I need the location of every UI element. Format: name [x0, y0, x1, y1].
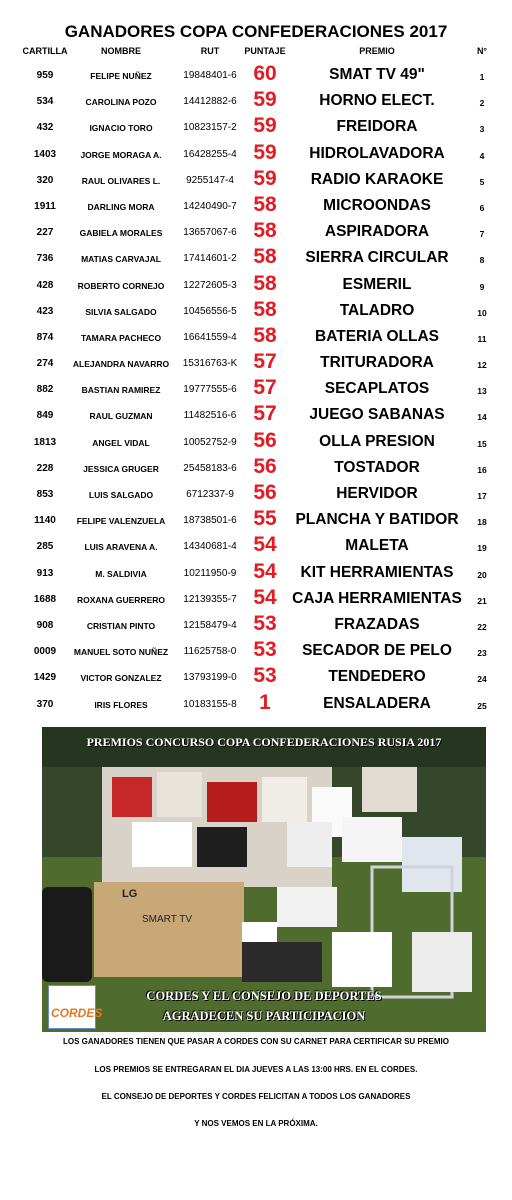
table-row — [0, 88, 512, 114]
premio-cell: SIERRA CIRCULAR — [305, 249, 449, 267]
rut-cell: 14412882-6 — [183, 96, 237, 108]
cartilla-cell: 320 — [36, 174, 54, 186]
note-4: Y NOS VEMOS EN LA PRÓXIMA. — [194, 1119, 318, 1128]
table-row — [0, 114, 512, 140]
premio-cell: SMAT TV 49" — [329, 66, 425, 83]
table-row — [0, 141, 512, 167]
premio-cell: MICROONDAS — [323, 196, 431, 214]
cartilla-cell: 370 — [36, 698, 54, 710]
nombre-cell: GABIELA MORALES — [79, 228, 163, 239]
nombre-cell: CRISTIAN PINTO — [86, 620, 156, 631]
nombre-cell: CAROLINA POZO — [85, 97, 157, 108]
cartilla-cell: 432 — [36, 122, 54, 134]
cartilla-cell: 227 — [36, 227, 54, 239]
cartilla-cell: 0009 — [33, 646, 57, 658]
n-cell: 8 — [479, 255, 485, 266]
table-row — [0, 193, 512, 219]
rut-cell: 19848401-6 — [183, 70, 237, 81]
nombre-cell: IRIS FLORES — [94, 699, 148, 710]
rut-cell: 13793199-0 — [183, 672, 237, 684]
nombre-cell: M. SALDIVIA — [95, 568, 147, 579]
header-cartilla: CARTILLA — [22, 46, 68, 56]
tv-brand: LG — [122, 888, 138, 900]
puntaje-cell: 58 — [253, 297, 277, 321]
n-cell: 7 — [479, 229, 485, 240]
nombre-cell: FELIPE VALENZUELA — [76, 516, 166, 527]
n-cell: 10 — [477, 307, 487, 318]
table-row — [0, 691, 512, 717]
cartilla-cell: 1813 — [33, 436, 57, 448]
table-row — [0, 324, 512, 350]
n-cell: 5 — [479, 176, 485, 187]
n-cell: 15 — [477, 438, 487, 449]
table-row — [0, 376, 512, 402]
rut-cell: 14240490-7 — [183, 200, 237, 212]
premio-cell: ESMERIL — [342, 275, 412, 293]
n-cell: 18 — [477, 517, 487, 528]
cordes-logo-text: CORDES — [51, 1006, 103, 1020]
nombre-cell: FELIPE NUÑEZ — [90, 71, 152, 81]
puntaje-cell: 57 — [253, 402, 277, 426]
premio-cell: PLANCHA Y BATIDOR — [295, 511, 459, 529]
nombre-cell: LUIS SALGADO — [88, 490, 154, 500]
thanks-line-1: CORDES Y EL CONSEJO DE DEPORTES — [146, 989, 382, 1003]
premio-cell: BATERIA OLLAS — [315, 327, 439, 345]
n-cell: 22 — [477, 621, 487, 632]
cartilla-cell: 1911 — [34, 200, 56, 212]
puntaje-cell: 53 — [253, 638, 277, 662]
rut-cell: 13657067-6 — [183, 227, 237, 239]
rut-cell: 6712337-9 — [186, 489, 234, 500]
cartilla-cell: 1429 — [33, 672, 57, 684]
n-cell: 1 — [479, 72, 485, 82]
rut-cell: 10052752-9 — [183, 436, 237, 448]
puntaje-cell: 53 — [253, 611, 277, 635]
table-row — [0, 664, 512, 690]
n-cell: 14 — [477, 412, 487, 423]
rut-cell: 9255147-4 — [186, 174, 234, 186]
puntaje-cell: 54 — [253, 585, 277, 609]
premio-cell: TOSTADOR — [334, 458, 420, 476]
n-cell: 16 — [477, 464, 487, 475]
table-row — [0, 272, 512, 298]
puntaje-cell: 53 — [253, 664, 277, 688]
cartilla-cell: 1403 — [33, 148, 57, 160]
nombre-cell: TAMARA PACHECO — [80, 332, 162, 343]
n-cell: 23 — [477, 648, 487, 659]
n-cell: 24 — [477, 674, 487, 685]
premio-cell: SECAPLATOS — [324, 380, 430, 398]
cartilla-cell: 423 — [36, 305, 54, 317]
premio-cell: ENSALADERA — [323, 694, 431, 712]
table-row — [0, 533, 512, 559]
premio-cell: TENDEDERO — [328, 668, 426, 686]
n-cell: 13 — [477, 386, 487, 397]
cartilla-cell: 428 — [36, 279, 54, 291]
n-cell: 11 — [477, 333, 487, 344]
rut-cell: 14340681-4 — [183, 541, 237, 553]
prizes-illustration — [42, 727, 486, 1032]
n-cell: 21 — [477, 595, 487, 606]
cartilla-cell: 736 — [36, 253, 54, 265]
table-row — [0, 350, 512, 376]
cartilla-cell: 849 — [36, 410, 54, 422]
premio-cell: FREIDORA — [336, 118, 418, 136]
winners-table — [0, 62, 512, 717]
puntaje-cell: 58 — [253, 219, 277, 243]
cartilla-cell: 853 — [36, 489, 54, 500]
nombre-cell: JORGE MORAGA A. — [80, 149, 162, 160]
puntaje-cell: 55 — [253, 507, 277, 531]
cartilla-cell: 1688 — [33, 593, 57, 605]
header-rut: RUT — [200, 46, 220, 56]
rut-cell: 10211950-9 — [183, 567, 237, 579]
n-cell: 20 — [477, 569, 487, 580]
rut-cell: 16641559-4 — [183, 331, 237, 343]
cartilla-cell: 1140 — [34, 515, 56, 527]
premio-cell: FRAZADAS — [334, 615, 420, 633]
table-row — [0, 586, 512, 612]
note-3: EL CONSEJO DE DEPORTES Y CORDES FELICITAN A TODOS LOS GANADORES — [101, 1092, 411, 1101]
puntaje-cell: 1 — [259, 690, 271, 714]
nombre-cell: LUIS ARAVENA A. — [84, 542, 158, 553]
rut-cell: 19777555-6 — [183, 384, 237, 396]
nombre-cell: SILVIA SALGADO — [85, 306, 157, 317]
rut-cell: 25458183-6 — [183, 462, 237, 474]
premio-cell: SECADOR DE PELO — [302, 642, 452, 660]
premio-cell: RADIO KARAOKE — [310, 170, 444, 188]
cartilla-cell: 908 — [36, 619, 54, 631]
thanks-line-2: AGRADECEN SU PARTICIPACION — [162, 1009, 366, 1023]
cartilla-cell: 882 — [36, 384, 54, 396]
prizes-photo — [42, 727, 486, 1032]
puntaje-cell: 59 — [253, 88, 277, 112]
premio-cell: HORNO ELECT. — [319, 92, 435, 110]
table-row — [0, 167, 512, 193]
table-row — [0, 612, 512, 638]
puntaje-cell: 58 — [253, 323, 277, 347]
premio-cell: JUEGO SABANAS — [309, 406, 445, 424]
rut-cell: 10183155-8 — [183, 698, 237, 710]
premio-cell: CAJA HERRAMIENTAS — [292, 589, 462, 607]
puntaje-cell: 59 — [253, 114, 277, 138]
n-cell: 17 — [477, 491, 487, 501]
cartilla-cell: 874 — [36, 331, 54, 343]
page-title: GANADORES COPA CONFEDERACIONES 2017 — [64, 22, 448, 41]
nombre-cell: ROXANA GUERRERO — [77, 594, 165, 605]
note-1: LOS GANADORES TIENEN QUE PASAR A CORDES CON SU CARNET PARA CERTIFICAR SU PREMIO — [63, 1037, 449, 1046]
puntaje-cell: 57 — [253, 376, 277, 400]
header-nombre: NOMBRE — [101, 46, 141, 56]
puntaje-cell: 56 — [253, 481, 277, 504]
nombre-cell: MANUEL SOTO NUÑEZ — [73, 647, 169, 658]
table-row — [0, 245, 512, 271]
table-row — [0, 62, 512, 88]
puntaje-cell: 59 — [253, 166, 277, 190]
rut-cell: 10456556-5 — [183, 305, 237, 317]
nombre-cell: DARLING MORA — [87, 201, 155, 212]
rut-cell: 15316763-K — [182, 358, 238, 370]
premio-cell: TALADRO — [339, 301, 415, 319]
header-premio: PREMIO — [359, 46, 395, 56]
n-cell: 25 — [477, 700, 487, 711]
photo-banner: PREMIOS CONCURSO COPA CONFEDERACIONES RUSIA 2017 — [86, 735, 442, 749]
nombre-cell: MATIAS CARVAJAL — [81, 254, 161, 265]
table-row — [0, 507, 512, 533]
n-cell: 9 — [479, 281, 485, 292]
cartilla-cell: 959 — [36, 70, 54, 81]
premio-cell: MALETA — [345, 537, 409, 555]
puntaje-cell: 56 — [253, 454, 277, 478]
puntaje-cell: 54 — [253, 559, 277, 583]
puntaje-cell: 54 — [253, 533, 277, 557]
nombre-cell: RAUL OLIVARES L. — [81, 175, 161, 186]
tv-label: SMART TV — [142, 914, 193, 925]
rut-cell: 10823157-2 — [183, 122, 237, 134]
nombre-cell: BASTIAN RAMIREZ — [81, 385, 161, 396]
puntaje-cell: 60 — [253, 62, 277, 85]
rut-cell: 11625758-0 — [183, 646, 237, 658]
table-row — [0, 455, 512, 481]
n-cell: 6 — [479, 202, 485, 213]
n-cell: 12 — [477, 360, 487, 371]
table-row — [0, 298, 512, 324]
cartilla-cell: 534 — [36, 96, 54, 108]
table-row — [0, 560, 512, 586]
n-cell: 2 — [479, 98, 485, 109]
premio-cell: HIDROLAVADORA — [309, 144, 445, 162]
note-2: LOS PREMIOS SE ENTREGARAN EL DIA JUEVES A LAS 13:00 HRS. EN EL CORDES. — [94, 1065, 418, 1074]
premio-cell: TRITURADORA — [320, 354, 434, 372]
table-row — [0, 402, 512, 428]
header-n: N° — [476, 46, 488, 56]
puntaje-cell: 59 — [253, 140, 277, 164]
rut-cell: 16428255-4 — [183, 148, 237, 160]
cordes-logo — [48, 985, 103, 1029]
puntaje-cell: 58 — [253, 245, 277, 269]
table-row — [0, 481, 512, 507]
table-row — [0, 429, 512, 455]
rut-cell: 12272605-3 — [183, 279, 237, 291]
rut-cell: 11482516-6 — [183, 410, 237, 422]
rut-cell: 12139355-7 — [183, 593, 237, 605]
n-cell: 3 — [479, 124, 485, 135]
premio-cell: ASPIRADORA — [324, 223, 430, 241]
puntaje-cell: 58 — [253, 192, 277, 216]
n-cell: 4 — [479, 150, 485, 161]
table-header — [0, 46, 512, 60]
premio-cell: HERVIDOR — [336, 485, 418, 502]
rut-cell: 17414601-2 — [183, 253, 237, 265]
nombre-cell: JESSICA GRUGER — [83, 463, 159, 474]
nombre-cell: RAUL GUZMAN — [89, 411, 153, 422]
nombre-cell: VICTOR GONZALEZ — [80, 673, 162, 684]
cartilla-cell: 913 — [36, 567, 54, 579]
cartilla-cell: 285 — [36, 541, 54, 553]
nombre-cell: ANGEL VIDAL — [92, 437, 150, 448]
nombre-cell: IGNACIO TORO — [89, 123, 153, 134]
puntaje-cell: 56 — [253, 428, 277, 452]
cartilla-cell: 228 — [36, 462, 54, 474]
header-puntaje: PUNTAJE — [244, 46, 286, 56]
premio-cell: KIT HERRAMIENTAS — [300, 563, 454, 581]
table-row — [0, 219, 512, 245]
cartilla-cell: 274 — [36, 358, 54, 370]
nombre-cell: ROBERTO CORNEJO — [77, 280, 165, 291]
premio-cell: OLLA PRESION — [319, 432, 435, 450]
puntaje-cell: 58 — [253, 271, 277, 295]
rut-cell: 18738501-6 — [183, 515, 237, 527]
nombre-cell: ALEJANDRA NAVARRO — [72, 359, 170, 370]
puntaje-cell: 57 — [253, 350, 277, 374]
rut-cell: 12158479-4 — [183, 619, 237, 631]
n-cell: 19 — [477, 543, 487, 554]
table-row — [0, 638, 512, 664]
